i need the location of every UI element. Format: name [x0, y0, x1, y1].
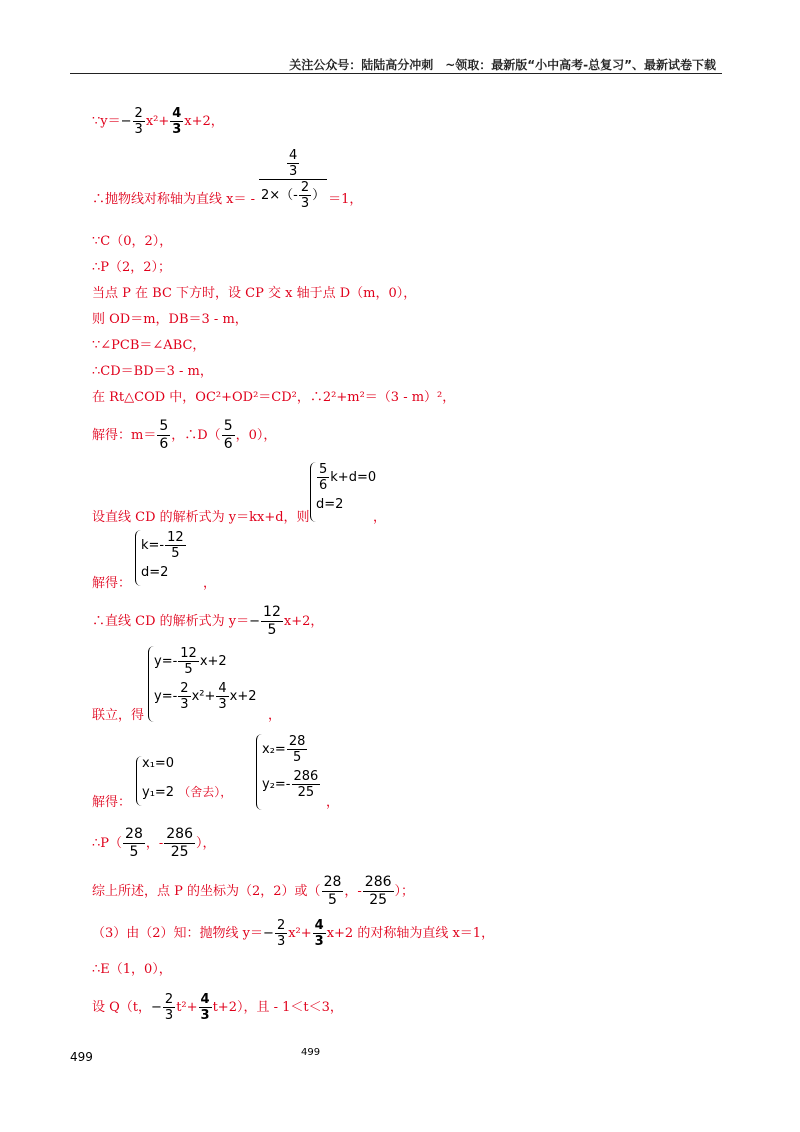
text: ∴P（	[92, 836, 123, 851]
text: ，	[203, 576, 217, 591]
text: ，	[373, 510, 387, 525]
text: 2×（-	[261, 188, 298, 203]
numerator: 28	[288, 734, 306, 749]
text: ∵y＝	[92, 114, 121, 129]
denominator: 3	[276, 934, 286, 949]
text: ∴直线 CD 的解析式为 y＝	[92, 614, 250, 629]
text-line-6: 则 OD＝m，DB＝3 - m，	[92, 312, 248, 327]
page-header: 关注公众号：陆陆高分冲刺 ~领取：最新版“小中高考-总复习”、最新试卷下载	[289, 58, 716, 72]
text: t²+	[176, 1000, 198, 1015]
fraction	[164, 826, 195, 861]
numerator: 12	[180, 646, 197, 661]
text-line-3: ∵C（0，2），	[92, 234, 173, 249]
denominator: 3	[200, 1008, 210, 1023]
text: x+2 的对称轴为直线 x＝1，	[326, 926, 495, 941]
denominator: 6	[319, 478, 328, 493]
fraction	[157, 418, 170, 453]
equation-system	[136, 756, 232, 806]
equation-system	[310, 462, 376, 522]
text: x+2	[199, 654, 227, 669]
system-row	[316, 462, 376, 493]
text: ，-	[344, 884, 362, 899]
system-row	[154, 646, 257, 677]
fraction	[178, 646, 199, 677]
text: y=-	[154, 654, 178, 669]
text-line-19: ∴E（1，0），	[92, 962, 172, 977]
equation-line-18	[92, 918, 494, 949]
text: x²+	[145, 114, 170, 129]
compound-fraction	[259, 148, 327, 211]
fraction	[287, 734, 308, 765]
text: x+2，	[184, 114, 224, 129]
fraction	[275, 918, 287, 949]
numerator: 4	[218, 681, 227, 696]
equation-line-10	[92, 418, 276, 453]
text: ）；	[394, 884, 415, 899]
fraction	[222, 418, 235, 453]
text-line-12: 解得：	[92, 576, 132, 591]
system-row	[154, 681, 257, 712]
numerator: 286	[364, 874, 392, 890]
numerator: 5	[319, 462, 328, 477]
fraction	[313, 918, 326, 949]
denominator: 25	[297, 785, 315, 800]
numerator: 2	[180, 681, 189, 696]
fraction	[317, 462, 329, 493]
denominator: 25	[170, 844, 189, 860]
fraction	[322, 874, 344, 909]
text: （舍去），	[178, 785, 233, 799]
minus-sign: −	[151, 1000, 162, 1015]
system-row: d=2	[316, 497, 344, 512]
page-number-left: 499	[70, 1050, 93, 1064]
text-line-7: ∵∠PCB＝∠ABC，	[92, 338, 206, 353]
denominator: 3	[218, 697, 227, 712]
denominator: 5	[292, 750, 302, 765]
numerator: 5	[159, 418, 169, 434]
text: 设直线 CD 的解析式为 y＝kx+d，则	[92, 510, 310, 525]
fraction	[363, 874, 394, 909]
numerator: 12	[167, 530, 184, 545]
equation-line-2	[92, 148, 362, 211]
text: x+2	[229, 689, 257, 704]
text: k=-	[141, 538, 165, 553]
denominator: 5	[267, 622, 277, 638]
fraction	[292, 769, 321, 800]
equation-line-20	[92, 992, 343, 1023]
text: x²+	[288, 926, 312, 941]
denominator: 5	[171, 546, 180, 561]
text: 设 Q（t，	[92, 1000, 152, 1015]
system-row: x₁=0	[142, 756, 175, 771]
denominator: 6	[159, 436, 169, 452]
numerator: 28	[125, 826, 143, 842]
denominator: 3	[164, 1008, 174, 1023]
equation-line-13	[92, 604, 323, 639]
text-line-4: ∴P（2，2）；	[92, 260, 172, 275]
numerator: 4	[314, 918, 324, 933]
text: x+2，	[283, 614, 324, 629]
text: ），	[196, 836, 216, 851]
equation-system	[148, 646, 257, 722]
denominator: 3	[172, 122, 182, 137]
minus-sign: −	[249, 614, 261, 629]
text-line-15: 解得：	[92, 795, 132, 810]
text: ，	[268, 708, 282, 723]
fraction	[216, 681, 228, 712]
denominator: 5	[129, 844, 139, 860]
denominator: 3	[314, 934, 324, 949]
numerator: 4	[172, 106, 182, 121]
numerator	[259, 148, 327, 180]
text-line-9: 在 Rt△COD 中，OC²+OD²＝CD²，∴2²+m²＝（3 - m）²，	[92, 390, 456, 405]
system-row	[262, 769, 321, 800]
text-line-11	[92, 510, 310, 526]
minus-sign: −	[120, 114, 132, 129]
fraction	[170, 106, 183, 137]
system-row	[142, 783, 232, 800]
text: y=-	[154, 689, 178, 704]
denominator: 6	[223, 436, 233, 452]
text: ，0），	[235, 428, 277, 443]
numerator: 2	[164, 992, 174, 1007]
text-line-5: 当点 P 在 BC 下方时，设 CP 交 x 轴于点 D（m，0），	[92, 286, 417, 301]
text: 解得：m＝	[92, 428, 157, 443]
equation-system	[135, 530, 187, 586]
fraction	[178, 681, 190, 712]
numerator: 286	[166, 826, 193, 842]
system-row	[262, 734, 321, 765]
equation-system	[256, 734, 321, 810]
fraction	[133, 106, 145, 137]
fraction	[163, 992, 175, 1023]
numerator: 4	[288, 148, 298, 163]
numerator: 28	[323, 874, 342, 890]
numerator: 2	[300, 180, 310, 195]
text-line-14: 联立，得	[92, 708, 145, 723]
fraction	[165, 530, 186, 561]
page-number-center: 499	[301, 1047, 321, 1058]
denominator: 3	[300, 196, 310, 211]
equation-line-16	[92, 826, 216, 861]
numerator: 4	[200, 992, 210, 1007]
text: 综上所述，点 P 的坐标为（2，2）或（	[92, 884, 321, 899]
text: x²+	[191, 689, 216, 704]
denominator: 3	[180, 697, 189, 712]
text: t+2），且 - 1＜t＜3，	[212, 1000, 343, 1015]
numerator: 286	[293, 769, 319, 784]
numerator: 12	[263, 604, 281, 620]
text-line-8: ∴CD＝BD＝3 - m，	[92, 364, 213, 379]
text: k+d=0	[330, 470, 377, 485]
text: （3）由（2）知：抛物线 y＝	[92, 926, 264, 941]
fraction	[199, 992, 212, 1023]
equation-line-17	[92, 874, 414, 909]
text: ，	[326, 795, 340, 810]
system-row: d=2	[141, 565, 169, 580]
fraction	[287, 148, 299, 179]
text: y₂=-	[262, 777, 291, 792]
numerator: 5	[223, 418, 233, 434]
denominator: 3	[134, 122, 143, 137]
denominator: 5	[184, 662, 193, 677]
text: ∴抛物线对称轴为直线 x＝ -	[92, 192, 255, 207]
denominator: 5	[328, 892, 337, 908]
equation-line-1	[92, 106, 224, 137]
numerator: 2	[134, 106, 143, 121]
text: ＝1，	[328, 192, 363, 207]
denominator	[259, 180, 327, 211]
text: x₂=	[262, 742, 286, 757]
fraction	[261, 604, 283, 639]
denominator: 3	[288, 164, 298, 179]
text: y₁=2	[142, 785, 175, 800]
numerator: 2	[276, 918, 286, 933]
denominator: 25	[369, 892, 388, 908]
fraction	[299, 180, 311, 211]
text: ，∴D（	[171, 428, 221, 443]
text: ）	[312, 188, 326, 203]
system-row	[141, 530, 187, 561]
minus-sign: −	[263, 926, 274, 941]
text: ，-	[145, 836, 164, 851]
fraction	[123, 826, 145, 861]
